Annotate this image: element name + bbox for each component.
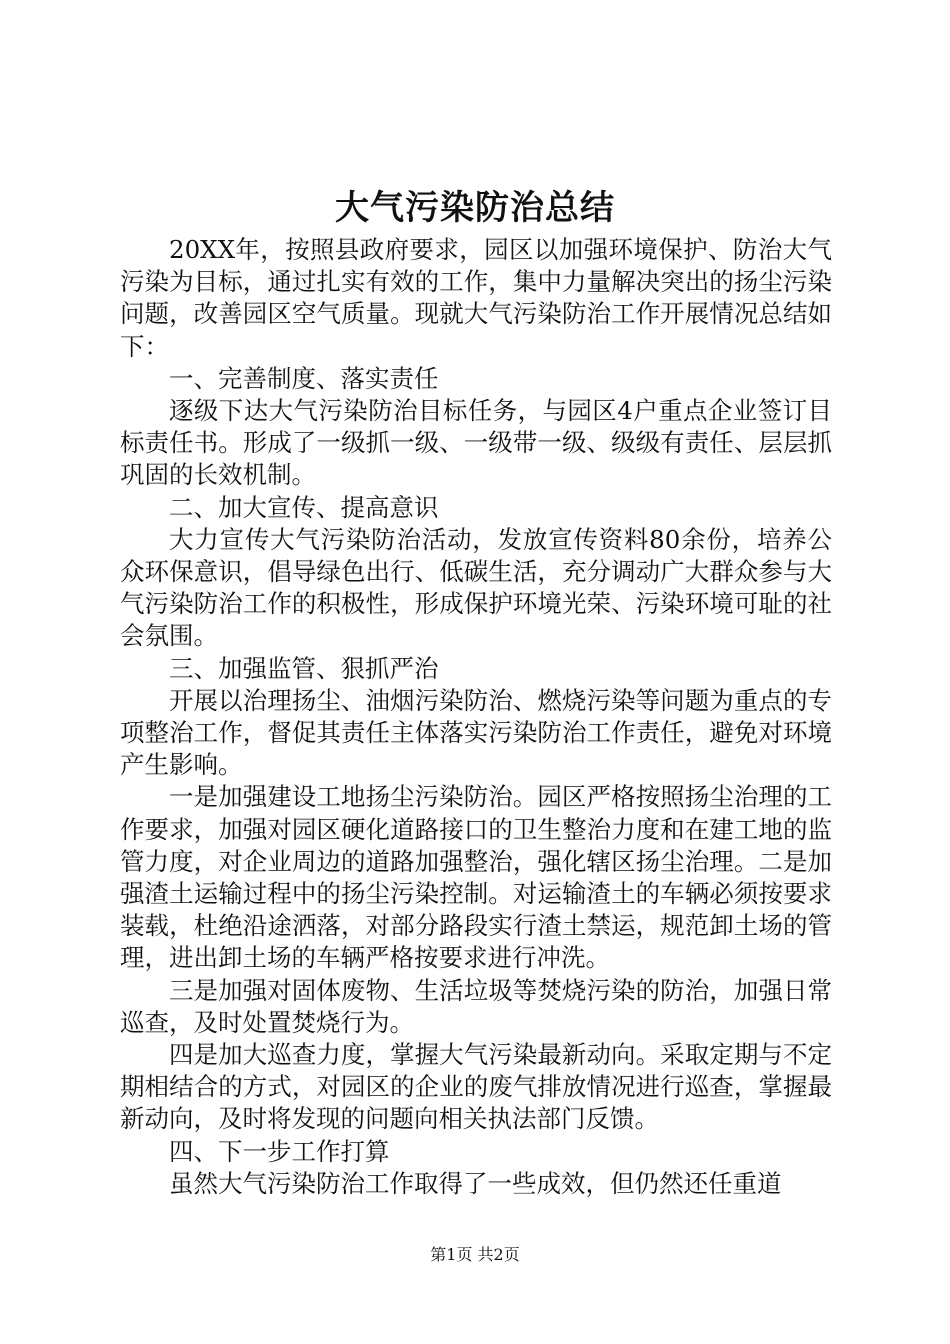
paragraph-section-3: 开展以治理扬尘、油烟污染防治、燃烧污染等问题为重点的专项整治工作，督促其责任主体落实污染防治工作责任，避免对环境产生影响。 [120, 685, 832, 780]
paragraph-section-2: 大力宣传大气污染防治活动，发放宣传资料80余份，培养公众环保意识，倡导绿色出行、低碳生活，充分调动广大群众参与大气污染防治工作的积极性，形成保护环境光荣、污染环境可耻的社会氛围。 [120, 524, 832, 651]
document-body [120, 234, 832, 1200]
paragraph-section-1: 逐级下达大气污染防治目标任务，与园区4户重点企业签订目标责任书。形成了一级抓一级、一级带一级、级级有责任、层层抓巩固的长效机制。 [120, 396, 832, 490]
paragraph-intro: 20XX年，按照县政府要求，园区以加强环境保护、防治大气污染为目标，通过扎实有效的工作，集中力量解决突出的扬尘污染问题，改善园区空气质量。现就大气污染防治工作开展情况总结如下： [120, 235, 832, 361]
paragraph-measure-1-2: 一是加强建设工地扬尘污染防治。园区严格按照扬尘治理的工作要求，加强对园区硬化道路接口的卫生整治力度和在建工地的监管力度，对企业周边的道路加强整治，强化辖区扬尘治理。二是加强渣土运输过程中的扬尘污染控制。对运输渣土的车辆必须按要求装载，杜绝沿途洒落，对部分路段实行渣土禁运，规范卸土场的管理，进出卸土场的车辆严格按要求进行冲洗。 [120, 782, 832, 973]
paragraph-measure-3: 三是加强对固体废物、生活垃圾等焚烧污染的防治，加强日常巡查，及时处置焚烧行为。 [120, 975, 832, 1037]
section-heading-2: 二、加大宣传、提高意识 [169, 492, 439, 522]
document-title: 大气污染防治总结 [335, 188, 615, 228]
section-heading-1: 一、完善制度、落实责任 [169, 363, 439, 393]
paragraph-measure-4: 四是加大巡查力度，掌握大气污染最新动向。采取定期与不定期相结合的方式，对园区的企业的废气排放情况进行巡查，掌握最新动向，及时将发现的问题向相关执法部门反馈。 [120, 1040, 832, 1134]
page-footer: 第1页 共2页 [430, 1245, 520, 1264]
paragraph-section-4: 虽然大气污染防治工作取得了一些成效，但仍然还任重道 [169, 1168, 782, 1198]
section-heading-3: 三、加强监管、狠抓严治 [169, 653, 439, 683]
section-heading-4: 四、下一步工作打算 [169, 1136, 390, 1166]
